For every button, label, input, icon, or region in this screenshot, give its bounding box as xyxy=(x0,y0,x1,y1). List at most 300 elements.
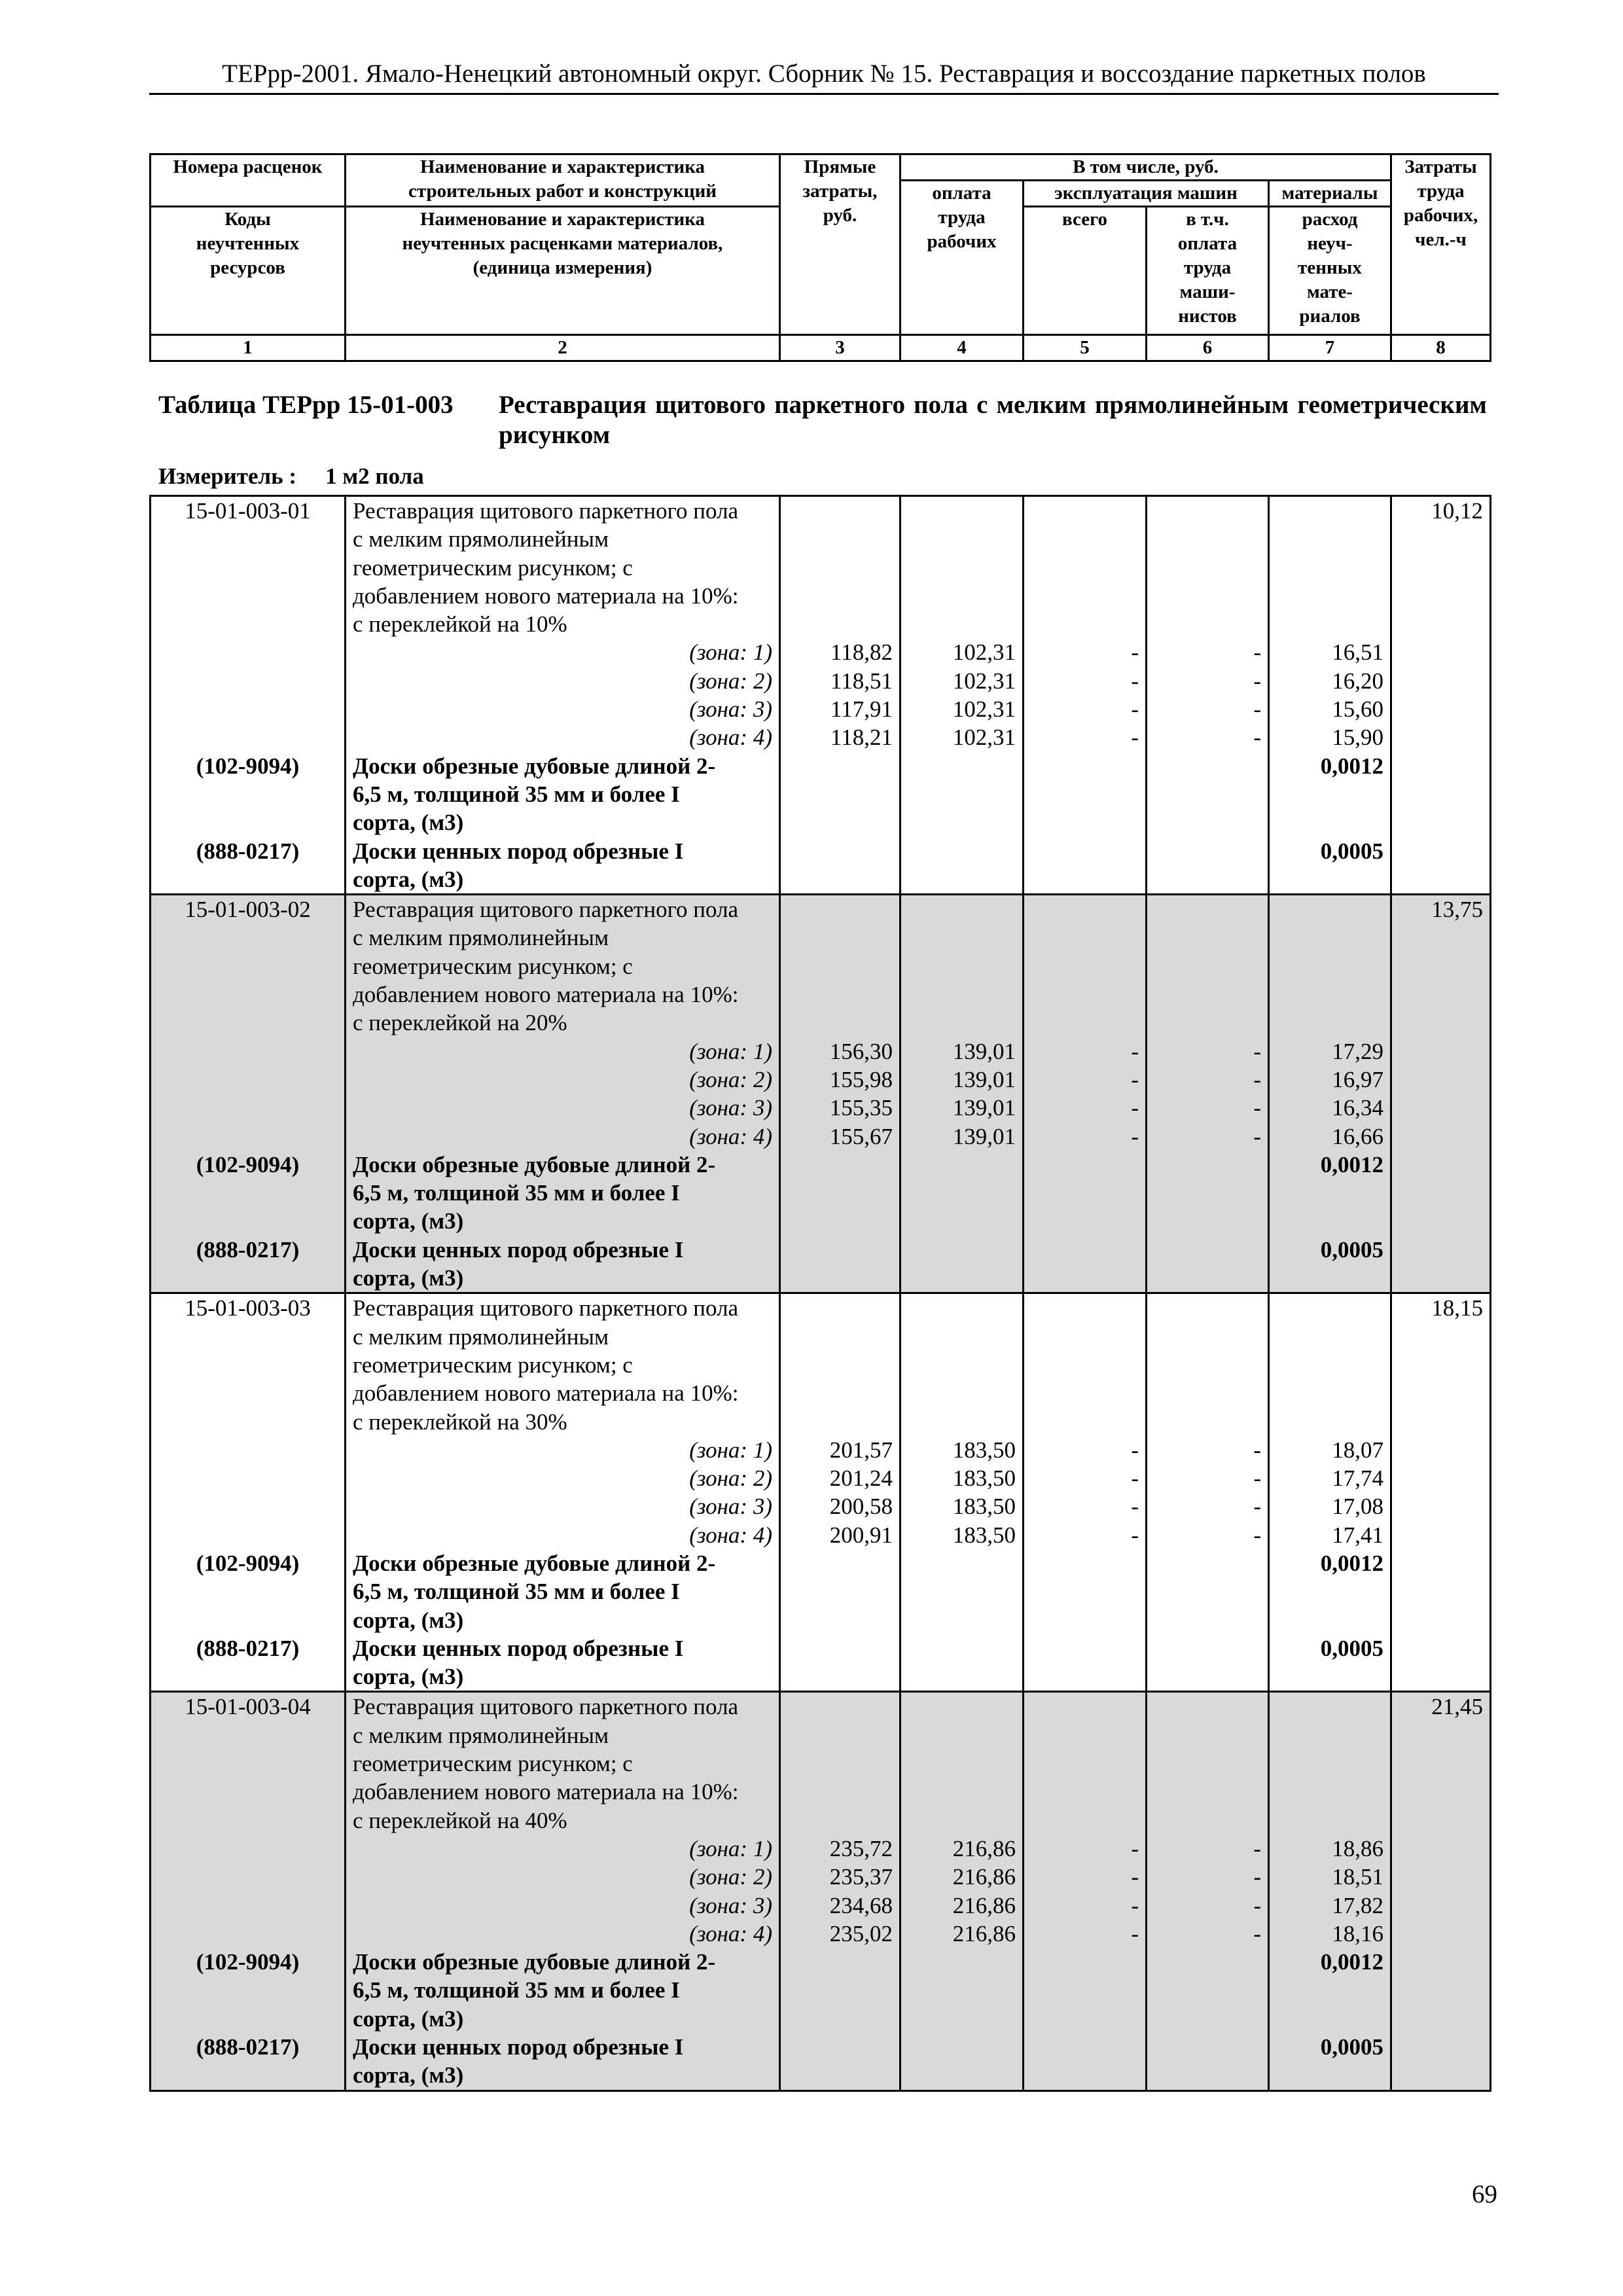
cell-direct xyxy=(780,895,901,1293)
blank-line xyxy=(908,1351,1016,1379)
machinist-cost: - xyxy=(1253,668,1261,694)
cell-machinist xyxy=(1147,1293,1269,1692)
blank-line xyxy=(1154,525,1261,553)
col-number: 5 xyxy=(1024,335,1147,361)
zone-label: (зона: 3) xyxy=(689,1494,772,1520)
cell-labor xyxy=(1391,895,1491,1293)
blank-line xyxy=(1031,1408,1139,1436)
resource-name-line: Доски ценных пород обрезные I xyxy=(353,838,684,864)
materials-cost: 16,51 xyxy=(1332,639,1383,666)
col-number: 4 xyxy=(901,335,1024,361)
blank-line xyxy=(1031,582,1139,610)
blank-line xyxy=(1276,1693,1383,1721)
blank-line xyxy=(158,1351,338,1379)
col-labor-line: труда xyxy=(1417,181,1465,202)
measure-label: Измеритель : xyxy=(158,463,297,489)
cell-materials xyxy=(1269,496,1391,895)
zone-label: (зона: 2) xyxy=(689,668,772,694)
zone-label: (зона: 4) xyxy=(689,1522,772,1548)
blank-line xyxy=(158,610,338,638)
col-code-sub-line: ресурсов xyxy=(210,257,285,278)
machines-cost: - xyxy=(1131,1892,1139,1918)
blank-line xyxy=(787,952,893,980)
rate-code: 15-01-003-03 xyxy=(185,1295,311,1321)
labor-value: 18,15 xyxy=(1431,1295,1483,1321)
col-name-sub-line: Наименование и характеристика xyxy=(419,209,705,230)
machinist-cost: - xyxy=(1253,1066,1261,1092)
cell-code xyxy=(151,1293,346,1692)
table-title xyxy=(158,390,1487,450)
resource-qty: 0,0012 xyxy=(1320,753,1383,779)
blank-line xyxy=(1031,1778,1139,1806)
rate-name-line: с мелким прямолинейным xyxy=(353,1323,609,1350)
resource-name-line: Доски ценных пород обрезные I xyxy=(353,1236,684,1263)
table-row xyxy=(151,895,1491,1293)
machinist-cost: - xyxy=(1253,1437,1261,1463)
col-number: 2 xyxy=(346,335,780,361)
labor-value: 13,75 xyxy=(1431,897,1483,923)
rate-name-line: добавлением нового материала на 10%: xyxy=(353,1779,739,1805)
blank-line xyxy=(158,1662,338,1691)
wages-cost: 139,01 xyxy=(952,1123,1016,1149)
blank-line xyxy=(1154,1806,1261,1835)
resource-name-line: Доски обрезные дубовые длиной 2- xyxy=(353,1151,716,1177)
zone-label: (зона: 1) xyxy=(689,1038,772,1064)
direct-cost: 200,91 xyxy=(829,1522,893,1548)
blank-line xyxy=(158,1408,338,1436)
labor-value: 10,12 xyxy=(1431,498,1483,524)
measure-value: 1 м2 пола xyxy=(325,463,424,489)
direct-cost: 118,82 xyxy=(830,639,893,666)
blank-line xyxy=(787,1408,893,1436)
blank-line xyxy=(1031,1351,1139,1379)
blank-line xyxy=(1154,1778,1261,1806)
machines-cost: - xyxy=(1131,1835,1139,1861)
cell-wages xyxy=(901,895,1024,1293)
direct-cost: 155,35 xyxy=(829,1095,893,1121)
machines-cost: - xyxy=(1131,1494,1139,1520)
blank-line xyxy=(908,1009,1016,1037)
materials-cost: 16,34 xyxy=(1332,1095,1383,1121)
blank-line xyxy=(158,1323,338,1351)
blank-line xyxy=(787,1721,893,1749)
col-direct-line: руб. xyxy=(823,205,857,226)
cell-wages xyxy=(901,496,1024,895)
resource-name-line: Доски обрезные дубовые длиной 2- xyxy=(353,1550,716,1576)
blank-line xyxy=(158,1806,338,1835)
blank-line xyxy=(158,667,338,695)
machinist-cost: - xyxy=(1253,639,1261,666)
cell-code xyxy=(151,1692,346,2090)
blank-line xyxy=(1276,808,1383,836)
blank-line xyxy=(1276,1806,1383,1835)
machines-cost: - xyxy=(1131,1437,1139,1463)
blank-line xyxy=(787,1379,893,1407)
col-incl: В том числе, руб. xyxy=(901,154,1391,181)
machines-cost: - xyxy=(1131,1522,1139,1548)
blank-line xyxy=(908,1721,1016,1749)
table-row xyxy=(151,496,1491,895)
materials-cost: 17,74 xyxy=(1332,1465,1383,1492)
machinist-cost: - xyxy=(1253,725,1261,751)
materials-cost: 17,41 xyxy=(1332,1522,1383,1548)
rate-name-line: с переклейкой на 10% xyxy=(353,611,567,637)
blank-line xyxy=(908,980,1016,1009)
machinist-cost: - xyxy=(1253,1835,1261,1861)
blank-line xyxy=(787,610,893,638)
blank-line xyxy=(1154,1408,1261,1436)
col-machines: эксплуатация машин xyxy=(1024,181,1269,207)
cell-materials xyxy=(1269,895,1391,1293)
blank-line xyxy=(1276,1662,1383,1691)
rates-table xyxy=(149,495,1491,2092)
blank-line xyxy=(158,1863,338,1891)
blank-line xyxy=(1276,980,1383,1009)
cell-machinist xyxy=(1147,895,1269,1293)
direct-cost: 235,02 xyxy=(829,1920,893,1946)
blank-line xyxy=(787,895,893,924)
resource-name-line: сорта, (м3) xyxy=(353,1265,464,1291)
col-machines-wages-line: оплата xyxy=(1177,233,1238,254)
resource-code: (102-9094) xyxy=(196,753,300,779)
blank-line xyxy=(158,1835,338,1863)
blank-line xyxy=(1154,895,1261,924)
blank-line xyxy=(1031,1379,1139,1407)
machinist-cost: - xyxy=(1253,1465,1261,1492)
col-number: 3 xyxy=(780,335,901,361)
blank-line xyxy=(158,1207,338,1235)
cell-machines xyxy=(1024,895,1147,1293)
col-machines-wages-line: в т.ч. xyxy=(1186,209,1229,230)
blank-line xyxy=(1276,582,1383,610)
blank-line xyxy=(158,1976,338,2004)
col-direct xyxy=(780,154,901,335)
resource-code: (102-9094) xyxy=(196,1949,300,1975)
wages-cost: 183,50 xyxy=(952,1437,1016,1463)
blank-line xyxy=(1154,1009,1261,1037)
cell-machines xyxy=(1024,1293,1147,1692)
labor-value: 21,45 xyxy=(1431,1694,1483,1720)
resource-qty: 0,0012 xyxy=(1320,1151,1383,1177)
zone-label: (зона: 3) xyxy=(689,1892,772,1918)
wages-cost: 216,86 xyxy=(952,1864,1016,1890)
blank-line xyxy=(1031,1749,1139,1778)
blank-line xyxy=(158,695,338,723)
machines-cost: - xyxy=(1131,1038,1139,1064)
resource-name-line: сорта, (м3) xyxy=(353,1664,464,1690)
machines-cost: - xyxy=(1131,725,1139,751)
col-number: 6 xyxy=(1147,335,1269,361)
blank-line xyxy=(1276,1294,1383,1322)
col-direct-line: затраты, xyxy=(802,181,878,202)
blank-line xyxy=(787,980,893,1009)
rate-name-line: добавлением нового материала на 10%: xyxy=(353,1380,739,1407)
cell-machines xyxy=(1024,1692,1147,2090)
zone-label: (зона: 2) xyxy=(689,1066,772,1092)
zone-label: (зона: 1) xyxy=(689,1437,772,1463)
blank-line xyxy=(1276,1264,1383,1292)
blank-line xyxy=(158,1778,338,1806)
col-machines-total: всего xyxy=(1024,207,1147,335)
col-name-sub xyxy=(346,207,780,335)
resource-name-line: 6,5 м, толщиной 35 мм и более I xyxy=(353,1579,680,1605)
machinist-cost: - xyxy=(1253,1038,1261,1064)
rate-name-line: геометрическим рисунком; с xyxy=(353,1352,633,1378)
blank-line xyxy=(787,554,893,582)
blank-line xyxy=(908,497,1016,525)
blank-line xyxy=(1154,952,1261,980)
zone-label: (зона: 2) xyxy=(689,1864,772,1890)
col-code-head: Номера расценок xyxy=(151,154,346,207)
blank-line xyxy=(787,582,893,610)
direct-cost: 201,24 xyxy=(829,1465,893,1492)
rate-name-line: геометрическим рисунком; с xyxy=(353,554,633,581)
direct-cost: 235,72 xyxy=(829,1835,893,1861)
blank-line xyxy=(908,1778,1016,1806)
blank-line xyxy=(1154,980,1261,1009)
col-name-head xyxy=(346,154,780,207)
blank-line xyxy=(787,1351,893,1379)
resource-code: (888-0217) xyxy=(196,1635,300,1661)
blank-line xyxy=(1276,924,1383,952)
resource-code: (102-9094) xyxy=(196,1550,300,1576)
resource-code: (888-0217) xyxy=(196,838,300,864)
blank-line xyxy=(1031,1009,1139,1037)
rate-name-line: с переклейкой на 30% xyxy=(353,1408,567,1435)
col-labor-line: чел.-ч xyxy=(1415,229,1467,250)
blank-line xyxy=(787,1323,893,1351)
blank-line xyxy=(158,1492,338,1520)
blank-line xyxy=(158,1606,338,1634)
blank-line xyxy=(1154,1721,1261,1749)
blank-line xyxy=(1276,1749,1383,1778)
machines-cost: - xyxy=(1131,1066,1139,1092)
cell-direct xyxy=(780,496,901,895)
wages-cost: 102,31 xyxy=(952,639,1016,666)
blank-line xyxy=(908,610,1016,638)
direct-cost: 234,68 xyxy=(829,1892,893,1918)
blank-line xyxy=(787,525,893,553)
materials-cost: 16,66 xyxy=(1332,1123,1383,1149)
blank-line xyxy=(158,1037,338,1066)
blank-line xyxy=(1276,1721,1383,1749)
rate-code: 15-01-003-04 xyxy=(185,1694,311,1720)
machines-cost: - xyxy=(1131,668,1139,694)
blank-line xyxy=(158,1577,338,1605)
blank-line xyxy=(908,1693,1016,1721)
col-machines-wages-line: маши- xyxy=(1179,281,1236,302)
machinist-cost: - xyxy=(1253,1864,1261,1890)
blank-line xyxy=(1031,980,1139,1009)
resource-code: (888-0217) xyxy=(196,2034,300,2060)
cell-name xyxy=(346,895,780,1293)
cell-materials xyxy=(1269,1692,1391,2090)
blank-line xyxy=(1154,497,1261,525)
zone-label: (зона: 2) xyxy=(689,1465,772,1492)
blank-line xyxy=(158,554,338,582)
cell-labor xyxy=(1391,1692,1491,2090)
blank-line xyxy=(787,1806,893,1835)
wages-cost: 216,86 xyxy=(952,1920,1016,1946)
materials-cost: 17,82 xyxy=(1332,1892,1383,1918)
table-row xyxy=(151,1293,1491,1692)
blank-line xyxy=(908,525,1016,553)
blank-line xyxy=(787,1749,893,1778)
resource-qty: 0,0005 xyxy=(1320,838,1383,864)
rate-name-line: с мелким прямолинейным xyxy=(353,526,609,552)
machinist-cost: - xyxy=(1253,1892,1261,1918)
col-labor-line: рабочих, xyxy=(1403,205,1478,226)
blank-line xyxy=(158,1892,338,1920)
resource-name-line: 6,5 м, толщиной 35 мм и более I xyxy=(353,1977,680,2003)
machinist-cost: - xyxy=(1253,1920,1261,1946)
col-name-head-line: строительных работ и конструкций xyxy=(408,181,717,202)
cell-machinist xyxy=(1147,1692,1269,2090)
wages-cost: 139,01 xyxy=(952,1095,1016,1121)
blank-line xyxy=(908,1749,1016,1778)
blank-line xyxy=(1031,895,1139,924)
blank-line xyxy=(158,1094,338,1122)
resource-name-line: 6,5 м, толщиной 35 мм и более I xyxy=(353,781,680,807)
resource-qty: 0,0012 xyxy=(1320,1949,1383,1975)
blank-line xyxy=(1031,1806,1139,1835)
blank-line xyxy=(1031,1721,1139,1749)
rate-name-line: Реставрация щитового паркетного пола xyxy=(353,897,739,923)
blank-line xyxy=(158,1009,338,1037)
materials-cost: 15,90 xyxy=(1332,725,1383,751)
materials-cost: 18,51 xyxy=(1332,1864,1383,1890)
resource-qty: 0,0005 xyxy=(1320,1236,1383,1263)
resource-name-line: 6,5 м, толщиной 35 мм и более I xyxy=(353,1180,680,1206)
blank-line xyxy=(158,638,338,666)
rate-name-line: Реставрация щитового паркетного пола xyxy=(353,498,739,524)
blank-line xyxy=(1276,1976,1383,2004)
col-name-sub-line: неучтенных расценками материалов, xyxy=(402,233,723,254)
blank-line xyxy=(158,1179,338,1207)
blank-line xyxy=(1031,610,1139,638)
materials-cost: 18,07 xyxy=(1332,1437,1383,1463)
rate-name-line: с мелким прямолинейным xyxy=(353,925,609,951)
col-materials: материалы xyxy=(1269,181,1391,207)
rate-code: 15-01-003-02 xyxy=(185,897,311,923)
resource-qty: 0,0005 xyxy=(1320,1635,1383,1661)
cell-machinist xyxy=(1147,496,1269,895)
resource-name-line: сорта, (м3) xyxy=(353,866,464,892)
blank-line xyxy=(787,497,893,525)
blank-line xyxy=(1154,1379,1261,1407)
resource-code: (102-9094) xyxy=(196,1151,300,1177)
cell-direct xyxy=(780,1293,901,1692)
blank-line xyxy=(1276,1207,1383,1235)
cell-name xyxy=(346,1293,780,1692)
col-labor xyxy=(1391,154,1491,335)
cell-materials xyxy=(1269,1293,1391,1692)
resource-qty: 0,0012 xyxy=(1320,1550,1383,1576)
cell-name xyxy=(346,496,780,895)
blank-line xyxy=(158,1920,338,1948)
blank-line xyxy=(1276,2005,1383,2033)
blank-line xyxy=(1031,952,1139,980)
blank-line xyxy=(908,1379,1016,1407)
rate-name-line: с переклейкой на 40% xyxy=(353,1807,567,1833)
blank-line xyxy=(908,1294,1016,1322)
cell-code xyxy=(151,496,346,895)
blank-line xyxy=(1031,554,1139,582)
blank-line xyxy=(1154,1294,1261,1322)
blank-line xyxy=(158,1721,338,1749)
blank-line xyxy=(158,1379,338,1407)
direct-cost: 118,21 xyxy=(830,725,893,751)
blank-line xyxy=(908,1323,1016,1351)
resource-qty: 0,0005 xyxy=(1320,2034,1383,2060)
wages-cost: 139,01 xyxy=(952,1066,1016,1092)
blank-line xyxy=(787,1294,893,1322)
blank-line xyxy=(1276,1379,1383,1407)
col-materials-sub xyxy=(1269,207,1391,335)
resource-name-line: Доски ценных пород обрезные I xyxy=(353,2034,684,2060)
blank-line xyxy=(158,1066,338,1094)
wages-cost: 139,01 xyxy=(952,1038,1016,1064)
blank-line xyxy=(158,1521,338,1549)
zone-label: (зона: 3) xyxy=(689,696,772,723)
col-materials-sub-line: расход xyxy=(1302,209,1358,230)
blank-line xyxy=(158,865,338,893)
cell-code xyxy=(151,895,346,1293)
cell-direct xyxy=(780,1692,901,2090)
machinist-cost: - xyxy=(1253,1123,1261,1149)
col-number: 7 xyxy=(1269,335,1391,361)
col-wages-line: труда xyxy=(938,207,986,228)
col-direct-line: Прямые xyxy=(804,156,876,177)
resource-name-line: сорта, (м3) xyxy=(353,1607,464,1633)
wages-cost: 102,31 xyxy=(952,696,1016,723)
zone-label: (зона: 4) xyxy=(689,725,772,751)
blank-line xyxy=(1276,1577,1383,1605)
blank-line xyxy=(908,554,1016,582)
direct-cost: 200,58 xyxy=(829,1494,893,1520)
machines-cost: - xyxy=(1131,696,1139,723)
blank-line xyxy=(908,952,1016,980)
col-materials-sub-line: неуч- xyxy=(1307,233,1353,254)
col-name-sub-line: (единица измерения) xyxy=(473,257,652,278)
column-header-table xyxy=(149,153,1491,362)
blank-line xyxy=(1276,895,1383,924)
wages-cost: 102,31 xyxy=(952,668,1016,694)
col-machines-wages xyxy=(1147,207,1269,335)
table-title-name: Реставрация щитового паркетного пола с мелким прямолинейным геометрическим рисунком xyxy=(499,391,1487,449)
col-code-sub xyxy=(151,207,346,335)
rate-name-line: с мелким прямолинейным xyxy=(353,1722,609,1748)
machines-cost: - xyxy=(1131,1095,1139,1121)
resource-name-line: Доски ценных пород обрезные I xyxy=(353,1635,684,1661)
blank-line xyxy=(908,895,1016,924)
zone-label: (зона: 3) xyxy=(689,1095,772,1121)
direct-cost: 201,57 xyxy=(829,1437,893,1463)
col-wages-line: рабочих xyxy=(927,231,997,252)
table-row xyxy=(151,1692,1491,2090)
col-materials-sub-line: мате- xyxy=(1306,281,1353,302)
direct-cost: 155,98 xyxy=(829,1066,893,1092)
blank-line xyxy=(1031,1693,1139,1721)
rate-name-line: с переклейкой на 20% xyxy=(353,1010,567,1036)
col-materials-sub-line: тенных xyxy=(1298,257,1362,278)
col-code-sub-line: Коды xyxy=(224,209,271,230)
resource-name-line: сорта, (м3) xyxy=(353,1208,464,1234)
materials-cost: 16,20 xyxy=(1332,668,1383,694)
blank-line xyxy=(1276,1408,1383,1436)
blank-line xyxy=(1154,610,1261,638)
blank-line xyxy=(908,582,1016,610)
